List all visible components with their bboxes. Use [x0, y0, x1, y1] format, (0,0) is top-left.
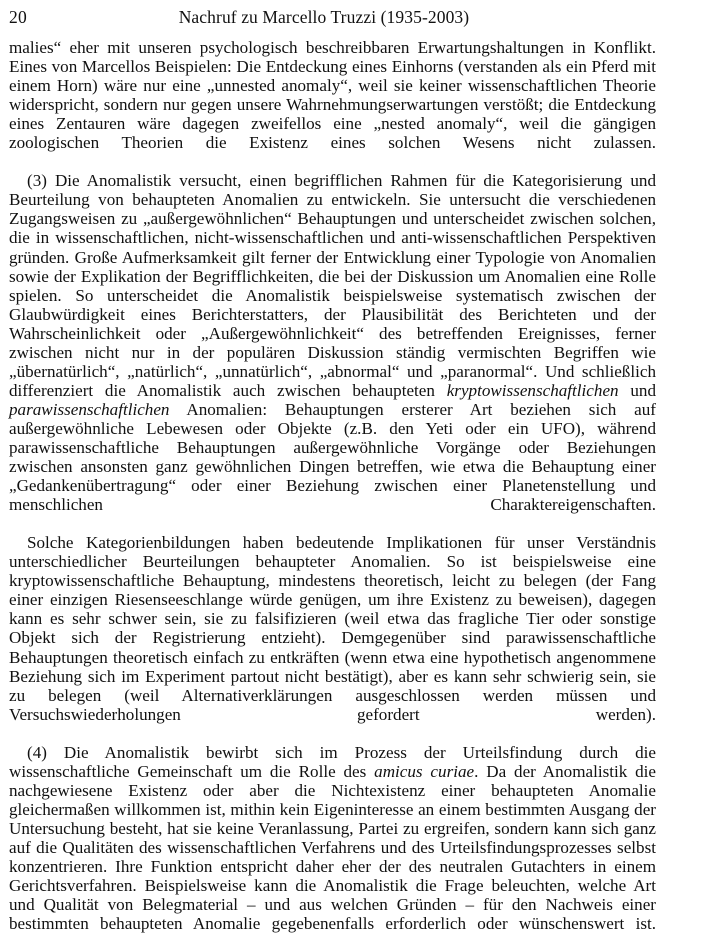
- italic-term: amicus curiae: [374, 761, 475, 781]
- text-run: (3) Die Anomalistik versucht, einen begrifflichen Rahmen für die Kategorisierung und Beurteilung von behaupteten Anomalien zu entwickeln. Sie untersucht die verschiedenen Zugangsweisen zu „außergewöhnlichen“ Behauptungen und unterscheidet zwischen solchen, die in wissenschaftlichen, nicht-wissenschaftlichen und anti-wissenschaftlichen Perspektiven gründen. Große Aufmerksamkeit gilt ferner der Entwicklung einer Typologie von Anomalien sowie der Explikation der Begrifflichkeiten, die bei der Diskussion um Anomalien eine Rolle spielen. So unterscheidet die Anomalistik beispielsweise systematisch zwischen der Glaubwürdigkeit eines Berichterstatters, der Plausibilität des Berichteten und der Wahrscheinlichkeit oder „Außergewöhnlichkeit“ des betreffenden Ereignisses, ferner zwischen nicht nur in der populären Diskussion ständig vermischten Begriffen wie „übernatürlich“, „natürlich“, „unnatürlich“, „abnormal“ und „paranormal“. Und schließlich differenziert die Anomalistik auch zwischen behaupteten: [9, 171, 656, 400]
- italic-term: parawissenschaftlichen: [9, 399, 170, 419]
- paragraph-4: [9, 743, 656, 952]
- text-run: Anomalien: Behauptungen ersterer Art beziehen sich auf außergewöhnliche Lebewesen oder Objekte (z.B. den Yeti oder ein UFO), während parawissenschaftliche Behauptungen außergewöhnliche Vorgänge oder Beziehungen zwischen ansonsten ganz gewöhnlichen Dingen betreffen, wie etwa die Behauptung einer „Gedankenübertragung“ oder einer Beziehung zwischen einer Planetenstellung und menschlichen Charaktereigenschaften.: [9, 399, 656, 515]
- body-text-block: [9, 38, 656, 952]
- running-head-title: Nachruf zu Marcello Truzzi (1935-2003): [178, 7, 470, 27]
- running-head: [9, 6, 655, 30]
- page-number: 20: [9, 7, 27, 27]
- paragraph-kategorienbildungen: Solche Kategorienbildungen haben bedeutende Implikationen für unser Verständnis unterschiedlicher Beurteilungen behaupteter Anomalien. So ist beispielsweise eine kryptowissenschaftliche Behauptung, mindestens theoretisch, leicht zu belegen (der Fang einer einzigen Riesenseeschlange würde genügen, um ihre Existenz zu beweisen), dagegen kann es sehr schwer sein, sie zu falsifizieren (weil etwa das fragliche Tier oder sonstige Objekt sich der Registrierung entzieht). Demgegenüber sind parawissenschaftliche Behauptungen theoretisch einfach zu entkräften (wenn etwa eine hypothetisch angenommene Beziehung sich im Experiment partout nicht bestätigt), aber es kann sehr schwierig sein, sie zu belegen (weil Alternativerklärungen ausgeschlossen werden müssen und Versuchswiederholungen gefordert werden).: [9, 533, 656, 724]
- paragraph-3: [9, 171, 656, 533]
- text-run: . Da der Anomalistik die nachgewiesene Existenz oder aber die Nichtexistenz einer behaupteten Anomalie gleichermaßen willkommen ist, mithin kein Eigeninteresse an einem bestimmten Ausgang der Untersuchung besteht, hat sie keine Veranlassung, Partei zu ergreifen, sondern kann sich ganz auf die Qualitäten des wissenschaftlichen Verfahrens und des Urteilsfindungsprozesses selbst konzentrieren. Ihre Funktion entspricht daher eher der des neutralen Gutachters in einem Gerichtsverfahren. Beispielsweise kann die Anomalistik die Frage beleuchten, welche Art und Qualität von Belegmaterial – und aus welchen Gründen – für den Nachweis einer bestimmten behaupteten Anomalie gegebenenfalls erforderlich oder wünschenswert ist.: [9, 761, 657, 934]
- text-run: und: [618, 380, 656, 400]
- text-run: (4) Die Anomalistik bewirbt sich im Prozess der Urteilsfindung durch die wissenschaftliche Gemeinschaft um die Rolle des: [9, 742, 656, 781]
- paragraph-continued: malies“ eher mit unseren psychologisch beschreibbaren Erwartungshaltungen in Konflikt. Eines von Marcellos Beispielen: Die Entdeckung eines Einhorns (verstanden als ein Pferd mit einem Horn) wäre nur eine „unnested anomaly“, weil sie keiner wissenschaftlichen Theorie widerspricht, sondern nur gegen unsere Wahrnehmungserwartungen verstößt; die Entdeckung eines Zentauren wäre dagegen zweifellos eine „nested anomaly“, weil die gängigen zoologischen Theorien die Existenz eines solchen Wesens nicht zulassen.: [9, 38, 656, 153]
- italic-term: kryptowissenschaftlichen: [446, 380, 619, 400]
